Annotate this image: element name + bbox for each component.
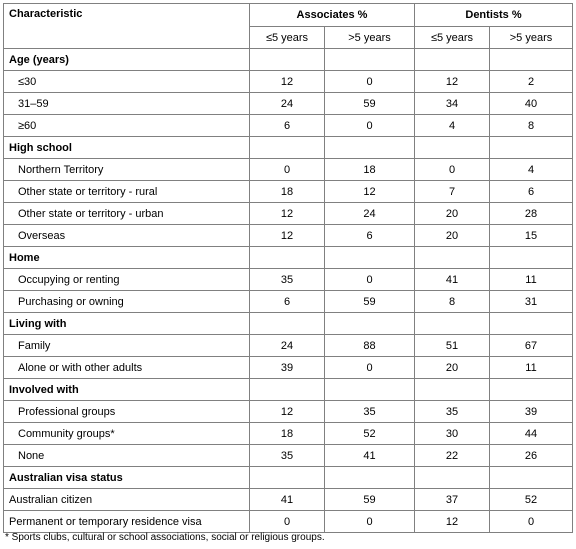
empty-cell xyxy=(250,379,325,401)
value-cell: 4 xyxy=(490,159,573,181)
value-cell: 41 xyxy=(250,489,325,511)
row-label: Overseas xyxy=(4,225,250,247)
value-cell: 18 xyxy=(250,181,325,203)
value-cell: 0 xyxy=(250,511,325,533)
value-cell: 11 xyxy=(490,357,573,379)
value-cell: 2 xyxy=(490,71,573,93)
value-cell: 59 xyxy=(325,93,415,115)
value-cell: 0 xyxy=(415,159,490,181)
row-label: Family xyxy=(4,335,250,357)
row-label: None xyxy=(4,445,250,467)
table-row xyxy=(4,511,573,533)
characteristics-table xyxy=(3,3,573,533)
value-cell: 7 xyxy=(415,181,490,203)
value-cell: 40 xyxy=(490,93,573,115)
row-label: ≤30 xyxy=(4,71,250,93)
row-label: Permanent or temporary residence visa xyxy=(4,511,250,533)
section-row xyxy=(4,49,573,71)
value-cell: 12 xyxy=(415,71,490,93)
subheader-associates-gt5: >5 years xyxy=(325,27,415,49)
table-row xyxy=(4,357,573,379)
empty-cell xyxy=(325,379,415,401)
row-label: Community groups* xyxy=(4,423,250,445)
empty-cell xyxy=(415,379,490,401)
section-title: Australian visa status xyxy=(4,467,250,489)
value-cell: 12 xyxy=(250,71,325,93)
row-label: Other state or territory - urban xyxy=(4,203,250,225)
value-cell: 35 xyxy=(325,401,415,423)
value-cell: 6 xyxy=(325,225,415,247)
empty-cell xyxy=(415,137,490,159)
value-cell: 20 xyxy=(415,203,490,225)
empty-cell xyxy=(415,49,490,71)
value-cell: 52 xyxy=(490,489,573,511)
value-cell: 34 xyxy=(415,93,490,115)
table-row xyxy=(4,93,573,115)
value-cell: 8 xyxy=(415,291,490,313)
value-cell: 12 xyxy=(325,181,415,203)
empty-cell xyxy=(325,49,415,71)
empty-cell xyxy=(415,467,490,489)
footnote: * Sports clubs, cultural or school associations, social or religious groups. xyxy=(5,532,325,543)
table-row xyxy=(4,489,573,511)
value-cell: 6 xyxy=(250,115,325,137)
section-row xyxy=(4,379,573,401)
table-row xyxy=(4,159,573,181)
value-cell: 8 xyxy=(490,115,573,137)
value-cell: 24 xyxy=(325,203,415,225)
section-title: High school xyxy=(4,137,250,159)
value-cell: 0 xyxy=(325,115,415,137)
empty-cell xyxy=(415,247,490,269)
value-cell: 18 xyxy=(325,159,415,181)
empty-cell xyxy=(490,137,573,159)
table-row xyxy=(4,291,573,313)
row-label: Other state or territory - rural xyxy=(4,181,250,203)
value-cell: 6 xyxy=(250,291,325,313)
empty-cell xyxy=(250,313,325,335)
value-cell: 39 xyxy=(250,357,325,379)
dentists-header: Dentists % xyxy=(415,4,573,27)
empty-cell xyxy=(250,49,325,71)
table-row xyxy=(4,445,573,467)
table-row xyxy=(4,269,573,291)
value-cell: 18 xyxy=(250,423,325,445)
empty-cell xyxy=(325,247,415,269)
section-row xyxy=(4,467,573,489)
value-cell: 4 xyxy=(415,115,490,137)
value-cell: 12 xyxy=(250,401,325,423)
value-cell: 41 xyxy=(325,445,415,467)
header-row xyxy=(4,4,573,27)
value-cell: 35 xyxy=(415,401,490,423)
table-row xyxy=(4,71,573,93)
section-row xyxy=(4,313,573,335)
subheader-associates-le5: ≤5 years xyxy=(250,27,325,49)
value-cell: 0 xyxy=(490,511,573,533)
value-cell: 12 xyxy=(415,511,490,533)
empty-cell xyxy=(490,379,573,401)
associates-header: Associates % xyxy=(250,4,415,27)
value-cell: 0 xyxy=(325,269,415,291)
table-row xyxy=(4,203,573,225)
section-title: Age (years) xyxy=(4,49,250,71)
empty-cell xyxy=(325,137,415,159)
value-cell: 59 xyxy=(325,291,415,313)
value-cell: 35 xyxy=(250,269,325,291)
value-cell: 12 xyxy=(250,203,325,225)
value-cell: 37 xyxy=(415,489,490,511)
value-cell: 52 xyxy=(325,423,415,445)
empty-cell xyxy=(325,467,415,489)
row-label: Purchasing or owning xyxy=(4,291,250,313)
row-label: Occupying or renting xyxy=(4,269,250,291)
value-cell: 51 xyxy=(415,335,490,357)
value-cell: 39 xyxy=(490,401,573,423)
value-cell: 11 xyxy=(490,269,573,291)
value-cell: 88 xyxy=(325,335,415,357)
section-title: Involved with xyxy=(4,379,250,401)
row-label: Australian citizen xyxy=(4,489,250,511)
empty-cell xyxy=(325,313,415,335)
table-row xyxy=(4,423,573,445)
value-cell: 22 xyxy=(415,445,490,467)
value-cell: 67 xyxy=(490,335,573,357)
value-cell: 28 xyxy=(490,203,573,225)
table-row xyxy=(4,225,573,247)
value-cell: 15 xyxy=(490,225,573,247)
subheader-dentists-le5: ≤5 years xyxy=(415,27,490,49)
row-label: Alone or with other adults xyxy=(4,357,250,379)
subheader-dentists-gt5: >5 years xyxy=(490,27,573,49)
empty-cell xyxy=(490,313,573,335)
value-cell: 0 xyxy=(325,511,415,533)
row-label: ≥60 xyxy=(4,115,250,137)
empty-cell xyxy=(415,313,490,335)
value-cell: 0 xyxy=(325,71,415,93)
empty-cell xyxy=(250,137,325,159)
value-cell: 24 xyxy=(250,335,325,357)
section-title: Home xyxy=(4,247,250,269)
value-cell: 6 xyxy=(490,181,573,203)
value-cell: 0 xyxy=(325,357,415,379)
value-cell: 41 xyxy=(415,269,490,291)
empty-cell xyxy=(250,467,325,489)
empty-cell xyxy=(490,247,573,269)
value-cell: 31 xyxy=(490,291,573,313)
value-cell: 0 xyxy=(250,159,325,181)
section-row xyxy=(4,137,573,159)
value-cell: 26 xyxy=(490,445,573,467)
empty-cell xyxy=(250,247,325,269)
row-label: Professional groups xyxy=(4,401,250,423)
value-cell: 24 xyxy=(250,93,325,115)
empty-cell xyxy=(490,49,573,71)
row-label: 31–59 xyxy=(4,93,250,115)
empty-cell xyxy=(490,467,573,489)
value-cell: 12 xyxy=(250,225,325,247)
characteristic-header: Characteristic xyxy=(4,4,250,49)
table-row xyxy=(4,401,573,423)
section-row xyxy=(4,247,573,269)
row-label: Northern Territory xyxy=(4,159,250,181)
value-cell: 59 xyxy=(325,489,415,511)
value-cell: 35 xyxy=(250,445,325,467)
value-cell: 30 xyxy=(415,423,490,445)
table-row xyxy=(4,335,573,357)
section-title: Living with xyxy=(4,313,250,335)
table-row xyxy=(4,181,573,203)
value-cell: 20 xyxy=(415,225,490,247)
value-cell: 44 xyxy=(490,423,573,445)
value-cell: 20 xyxy=(415,357,490,379)
table-row xyxy=(4,115,573,137)
